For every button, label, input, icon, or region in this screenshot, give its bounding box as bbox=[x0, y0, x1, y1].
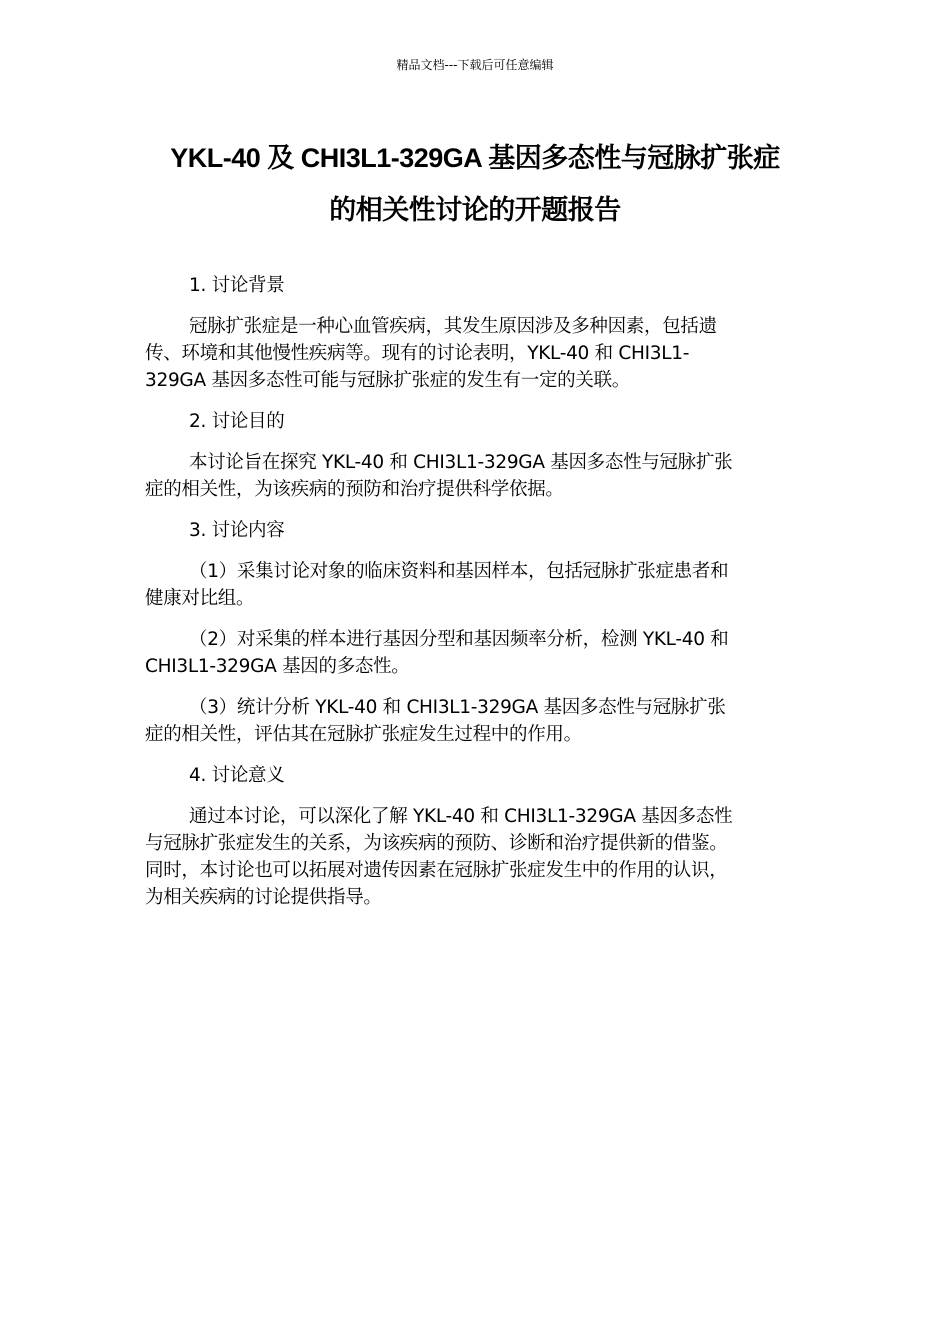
text-line: （3）统计分析 YKL-40 和 CHI3L1-329GA 基因多态性与冠脉扩张 bbox=[189, 697, 726, 718]
title-line-1: YKL-40 及 CHI3L1-329GA 基因多态性与冠脉扩张症 bbox=[170, 143, 780, 173]
text-line: （2）对采集的样本进行基因分型和基因频率分析，检测 YKL-40 和 bbox=[189, 629, 729, 650]
title-line-2: 的相关性讨论的开题报告 bbox=[329, 195, 621, 225]
text-line: 传、环境和其他慢性疾病等。现有的讨论表明，YKL-40 和 CHI3L1- bbox=[145, 343, 690, 364]
paragraph-significance bbox=[145, 803, 807, 911]
document-title bbox=[140, 132, 810, 236]
text-line: 症的相关性，评估其在冠脉扩张症发生过程中的作用。 bbox=[145, 724, 582, 745]
text-line: 与冠脉扩张症发生的关系，为该疾病的预防、诊断和治疗提供新的借鉴。 bbox=[145, 833, 728, 854]
paragraph-content-1 bbox=[145, 558, 807, 612]
paragraph-background bbox=[145, 313, 807, 394]
text-line: 本讨论旨在探究 YKL-40 和 CHI3L1-329GA 基因多态性与冠脉扩张 bbox=[189, 452, 733, 473]
section-heading-background: 1. 讨论背景 bbox=[189, 275, 285, 296]
text-line: 冠脉扩张症是一种心血管疾病，其发生原因涉及多种因素，包括遗 bbox=[189, 316, 717, 337]
paragraph-content-3 bbox=[145, 694, 807, 748]
text-line: 同时，本讨论也可以拓展对遗传因素在冠脉扩张症发生中的作用的认识， bbox=[145, 860, 728, 881]
text-line: CHI3L1-329GA 基因的多态性。 bbox=[145, 656, 410, 677]
text-line: 329GA 基因多态性可能与冠脉扩张症的发生有一定的关联。 bbox=[145, 370, 630, 391]
text-line: 为相关疾病的讨论提供指导。 bbox=[145, 887, 382, 908]
text-line: （1）采集讨论对象的临床资料和基因样本，包括冠脉扩张症患者和 bbox=[189, 561, 729, 582]
document-body bbox=[145, 272, 807, 925]
section-heading-purpose: 2. 讨论目的 bbox=[189, 411, 285, 432]
text-line: 健康对比组。 bbox=[145, 588, 255, 609]
paragraph-content-2 bbox=[145, 626, 807, 680]
text-line: 通过本讨论，可以深化了解 YKL-40 和 CHI3L1-329GA 基因多态性 bbox=[189, 806, 733, 827]
section-heading-significance: 4. 讨论意义 bbox=[189, 765, 285, 786]
section-heading-content: 3. 讨论内容 bbox=[189, 520, 285, 541]
paragraph-purpose bbox=[145, 449, 807, 503]
page-header: 精品文档---下载后可任意编辑 bbox=[396, 58, 554, 72]
text-line: 症的相关性，为该疾病的预防和治疗提供科学依据。 bbox=[145, 479, 564, 500]
